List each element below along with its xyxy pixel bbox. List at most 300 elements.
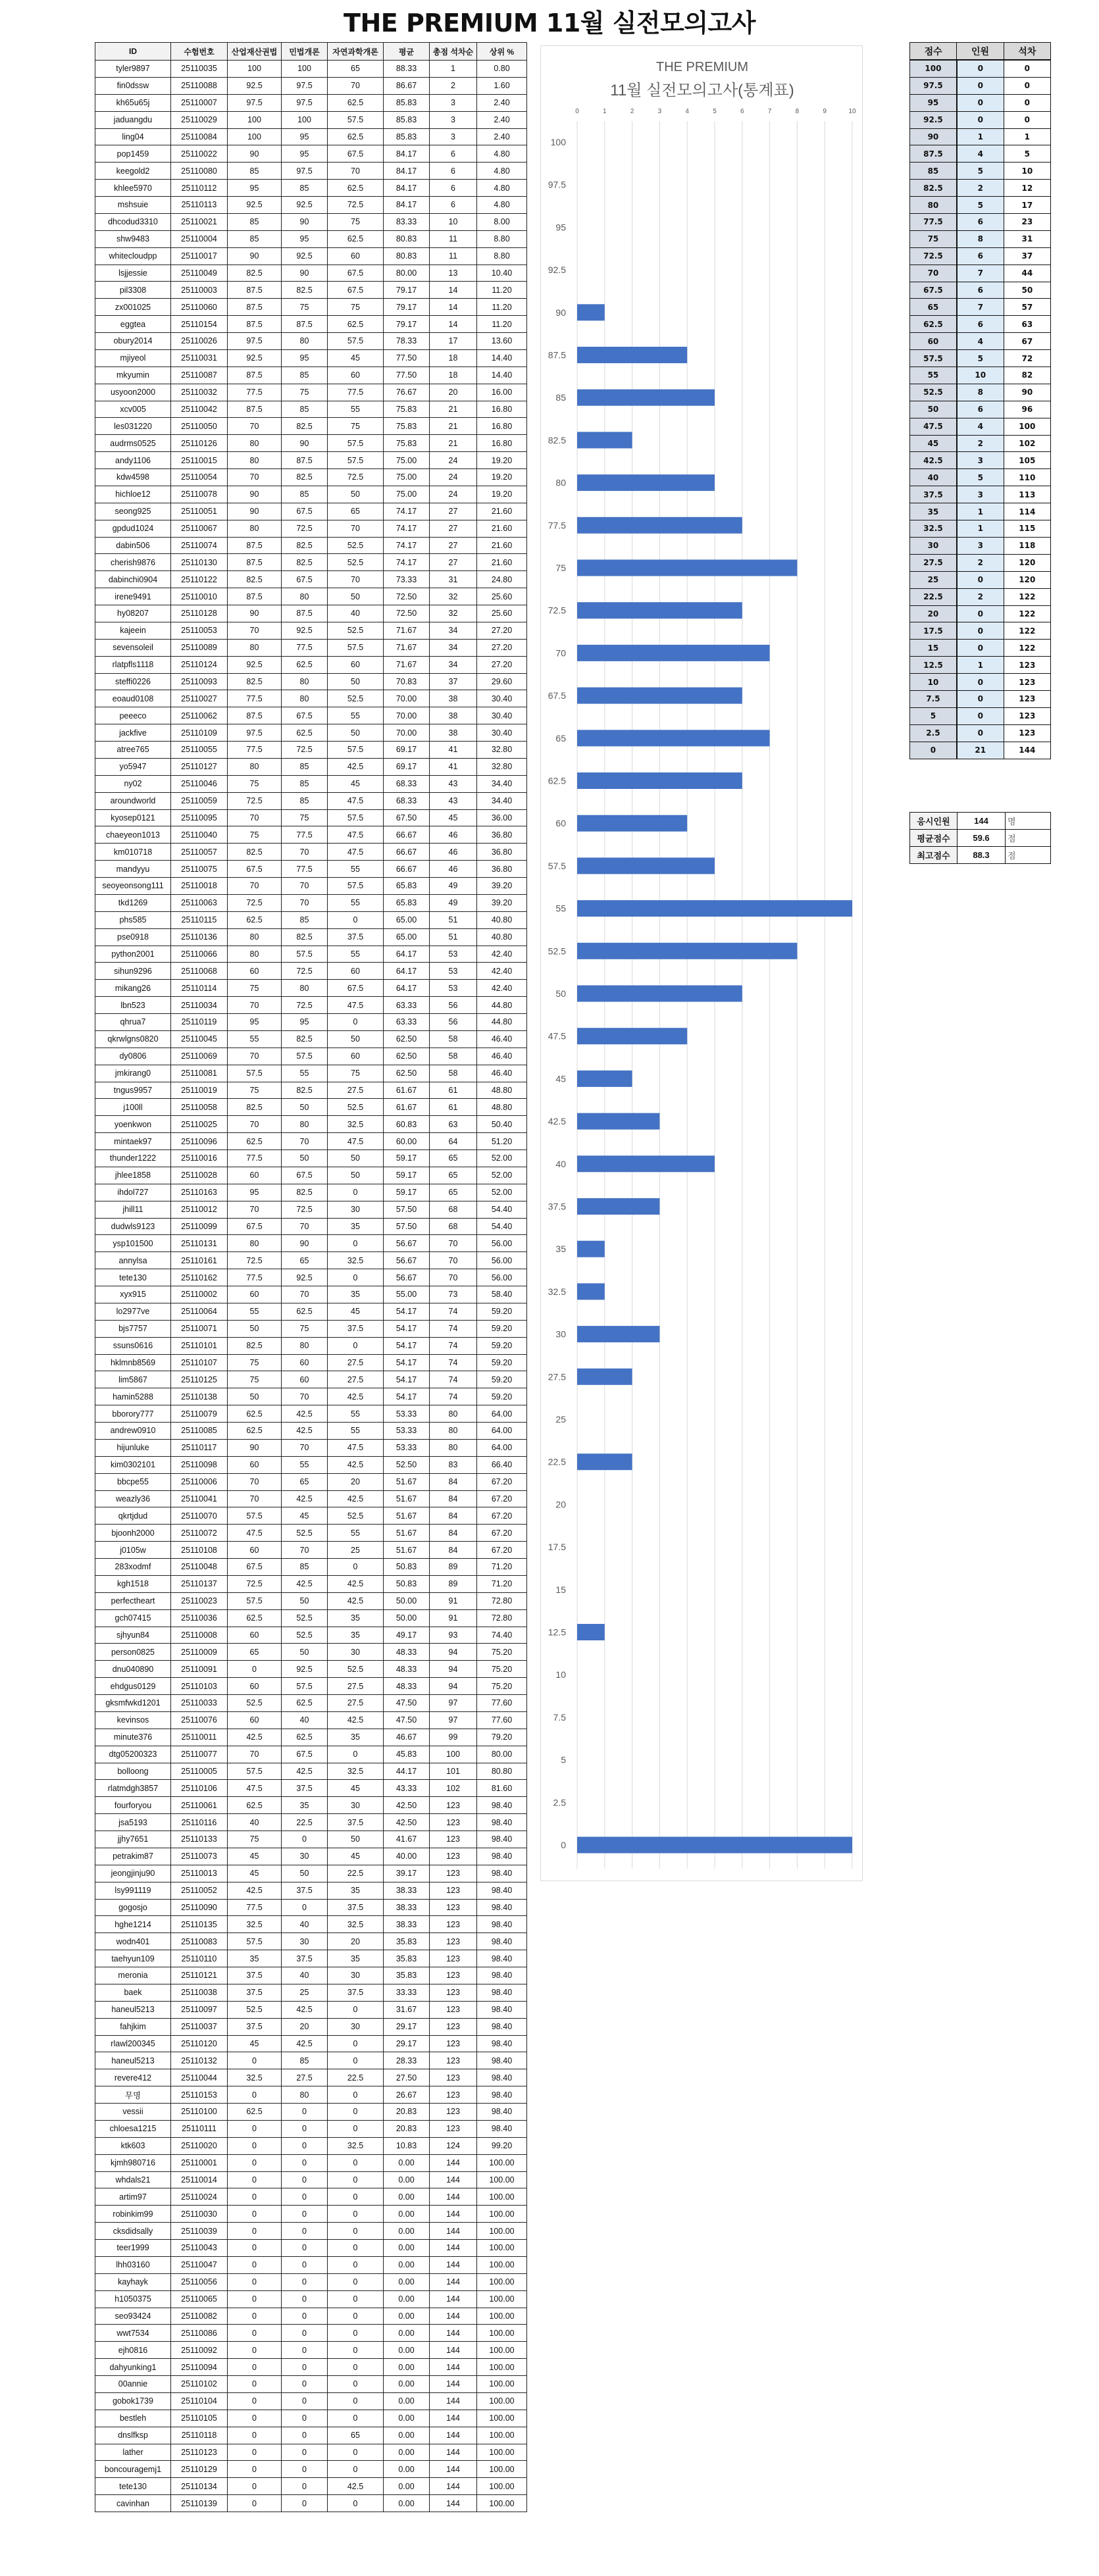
cell-natural-science: 27.5: [328, 1354, 384, 1371]
bar: [577, 1453, 632, 1470]
cell-exam-number: 25110027: [171, 690, 228, 707]
cell-natural-science: 70: [328, 571, 384, 588]
cell-average: 74.17: [384, 554, 430, 571]
table-row: [95, 2001, 527, 2018]
table-row: [95, 1763, 527, 1780]
cell-industrial-property-law: 0: [228, 2325, 282, 2342]
cell-average: 46.67: [384, 1729, 430, 1746]
cell-exam-number: 25110016: [171, 1150, 228, 1167]
cell-rank: 80: [430, 1423, 477, 1440]
cell-civil-law: 65: [282, 1252, 328, 1269]
cell-id: j0105w: [95, 1542, 171, 1559]
cell-exam-number: 25110097: [171, 2001, 228, 2018]
cell-top-percent: 98.40: [477, 1848, 527, 1865]
cell-average: 33.33: [384, 1984, 430, 2001]
cell-industrial-property-law: 0: [228, 2376, 282, 2393]
cell-id: meronia: [95, 1967, 171, 1984]
table-row: [95, 1184, 527, 1201]
cell-industrial-property-law: 37.5: [228, 1984, 282, 2001]
cell-count: 6: [957, 282, 1004, 299]
cell-industrial-property-law: 47.5: [228, 1780, 282, 1797]
cell-average: 0.00: [384, 2273, 430, 2290]
cell-score: 67.5: [910, 282, 957, 299]
cell-count: 5: [957, 163, 1004, 180]
y-category-label: 65: [555, 732, 566, 744]
cell-exam-number: 25110069: [171, 1048, 228, 1065]
cell-exam-number: 25110134: [171, 2478, 228, 2495]
cell-natural-science: 57.5: [328, 878, 384, 895]
cell-exam-number: 25110080: [171, 163, 228, 180]
cell-exam-number: 25110085: [171, 1423, 228, 1440]
cell-natural-science: 32.5: [328, 1252, 384, 1269]
cell-rank: 144: [430, 2376, 477, 2393]
cell-rank: 144: [430, 2171, 477, 2188]
cell-civil-law: 30: [282, 1848, 328, 1865]
table-row: [95, 1575, 527, 1592]
cell-natural-science: 32.5: [328, 1763, 384, 1780]
cell-exam-number: 25110045: [171, 1030, 228, 1048]
cell-score: 15: [910, 640, 957, 657]
cell-exam-number: 25110132: [171, 2052, 228, 2069]
cell-industrial-property-law: 77.5: [228, 690, 282, 707]
table-row: [95, 1201, 527, 1218]
cell-natural-science: 42.5: [328, 1388, 384, 1405]
table-row: [95, 1950, 527, 1967]
cell-top-percent: 0.80: [477, 61, 527, 78]
summary-value: 144: [958, 813, 1006, 830]
cell-civil-law: 85: [282, 758, 328, 775]
cell-exam-number: 25110048: [171, 1559, 228, 1576]
cell-rank: 50: [1004, 282, 1050, 299]
cell-score: 25: [910, 571, 957, 588]
cell-civil-law: 62.5: [282, 1303, 328, 1320]
table-row: [95, 1814, 527, 1831]
cell-id: minute376: [95, 1729, 171, 1746]
summary-unit: 명: [1006, 813, 1051, 830]
cell-natural-science: 37.5: [328, 1899, 384, 1916]
cell-natural-science: 45: [328, 349, 384, 366]
cell-average: 85.83: [384, 111, 430, 128]
cell-rank: 91: [430, 1592, 477, 1609]
cell-industrial-property-law: 0: [228, 2342, 282, 2359]
cell-exam-number: 25110036: [171, 1609, 228, 1627]
cell-id: cksdidsally: [95, 2223, 171, 2240]
header-top-percent: 상위 %: [477, 43, 527, 61]
cell-industrial-property-law: 0: [228, 2410, 282, 2427]
cell-natural-science: 77.5: [328, 384, 384, 401]
distribution-row: [910, 690, 1051, 707]
cell-top-percent: 4.80: [477, 145, 527, 163]
cell-industrial-property-law: 95: [228, 1014, 282, 1031]
cell-industrial-property-law: 80: [228, 1235, 282, 1252]
table-row: [95, 2308, 527, 2325]
cell-id: xcv005: [95, 401, 171, 418]
cell-civil-law: 42.5: [282, 2035, 328, 2052]
cell-natural-science: 60: [328, 366, 384, 384]
y-category-label: 75: [555, 563, 566, 573]
cell-industrial-property-law: 37.5: [228, 1967, 282, 1984]
table-row: [95, 94, 527, 111]
cell-top-percent: 67.20: [477, 1507, 527, 1525]
cell-rank: 144: [430, 2444, 477, 2461]
cell-average: 64.17: [384, 980, 430, 997]
header-count: 인원: [957, 43, 1004, 61]
cell-id: cavinhan: [95, 2495, 171, 2512]
cell-industrial-property-law: 97.5: [228, 333, 282, 350]
cell-industrial-property-law: 62.5: [228, 911, 282, 928]
cell-top-percent: 36.80: [477, 826, 527, 844]
cell-natural-science: 47.5: [328, 844, 384, 861]
cell-rank: 27: [430, 554, 477, 571]
cell-average: 48.33: [384, 1678, 430, 1695]
cell-id: andy1106: [95, 452, 171, 469]
summary-unit: 점: [1006, 847, 1051, 864]
cell-id: chaeyeon1013: [95, 826, 171, 844]
cell-exam-number: 25110076: [171, 1711, 228, 1729]
y-category-label: 67.5: [548, 690, 566, 701]
cell-industrial-property-law: 90: [228, 503, 282, 520]
distribution-row: [910, 333, 1051, 350]
cell-civil-law: 52.5: [282, 1627, 328, 1644]
cell-industrial-property-law: 85: [228, 163, 282, 180]
cell-top-percent: 98.40: [477, 2052, 527, 2069]
header-exam-number: 수험번호: [171, 43, 228, 61]
cell-id: xyx915: [95, 1286, 171, 1303]
cell-top-percent: 77.60: [477, 1695, 527, 1712]
cell-rank: 122: [1004, 588, 1050, 605]
cell-rank: 31: [430, 571, 477, 588]
cell-exam-number: 25110066: [171, 946, 228, 963]
cell-industrial-property-law: 55: [228, 1030, 282, 1048]
cell-count: 0: [957, 622, 1004, 640]
bar: [577, 474, 715, 491]
table-row: [95, 1473, 527, 1490]
cell-civil-law: 55: [282, 1065, 328, 1082]
cell-id: bbcpe55: [95, 1473, 171, 1490]
cell-civil-law: 70: [282, 1286, 328, 1303]
cell-civil-law: 40: [282, 1916, 328, 1933]
cell-id: bolloong: [95, 1763, 171, 1780]
distribution-row: [910, 214, 1051, 231]
cell-rank: 67: [1004, 333, 1050, 350]
cell-top-percent: 2.40: [477, 111, 527, 128]
cell-exam-number: 25110087: [171, 366, 228, 384]
cell-industrial-property-law: 45: [228, 1865, 282, 1882]
cell-industrial-property-law: 57.5: [228, 1933, 282, 1950]
cell-exam-number: 25110002: [171, 1286, 228, 1303]
cell-average: 0.00: [384, 2376, 430, 2393]
cell-average: 0.00: [384, 2392, 430, 2410]
cell-id: dtg05200323: [95, 1746, 171, 1763]
cell-id: bjoonh2000: [95, 1525, 171, 1542]
cell-industrial-property-law: 70: [228, 1048, 282, 1065]
cell-exam-number: 25110126: [171, 435, 228, 452]
cell-id: obury2014: [95, 333, 171, 350]
cell-natural-science: 47.5: [328, 997, 384, 1014]
table-row: [95, 554, 527, 571]
table-row: [95, 1337, 527, 1354]
cell-id: annylsa: [95, 1252, 171, 1269]
cell-average: 63.33: [384, 1014, 430, 1031]
cell-id: kyosep0121: [95, 809, 171, 826]
cell-average: 68.33: [384, 775, 430, 792]
table-row: [95, 197, 527, 214]
cell-civil-law: 27.5: [282, 2069, 328, 2086]
cell-exam-number: 25110163: [171, 1184, 228, 1201]
distribution-row: [910, 282, 1051, 299]
cell-score: 87.5: [910, 145, 957, 163]
cell-natural-science: 67.5: [328, 145, 384, 163]
cell-civil-law: 45: [282, 1507, 328, 1525]
cell-top-percent: 34.40: [477, 775, 527, 792]
cell-exam-number: 25110026: [171, 333, 228, 350]
cell-civil-law: 0: [282, 2188, 328, 2206]
cell-top-percent: 98.40: [477, 1899, 527, 1916]
cell-top-percent: 98.40: [477, 2035, 527, 2052]
cell-rank: 122: [1004, 622, 1050, 640]
cell-average: 59.17: [384, 1184, 430, 1201]
cell-id: teer1999: [95, 2240, 171, 2257]
cell-exam-number: 25110064: [171, 1303, 228, 1320]
table-row: [95, 1848, 527, 1865]
cell-rank: 84: [430, 1473, 477, 1490]
header-natural-science: 자연과학개론: [328, 43, 384, 61]
cell-average: 74.17: [384, 520, 430, 537]
cell-rank: 123: [430, 2001, 477, 2018]
cell-score: 30: [910, 537, 957, 554]
table-row: [95, 1831, 527, 1848]
cell-natural-science: 0: [328, 2154, 384, 2171]
cell-score: 50: [910, 401, 957, 418]
cell-civil-law: 82.5: [282, 469, 328, 486]
cell-civil-law: 0: [282, 2495, 328, 2512]
cell-rank: 123: [430, 1797, 477, 1814]
cell-civil-law: 42.5: [282, 1575, 328, 1592]
cell-top-percent: 98.40: [477, 2069, 527, 2086]
cell-average: 68.33: [384, 792, 430, 809]
table-row: [95, 265, 527, 282]
table-row: [95, 2104, 527, 2121]
cell-average: 57.50: [384, 1218, 430, 1235]
cell-score: 95: [910, 94, 957, 111]
cell-civil-law: 80: [282, 333, 328, 350]
cell-rank: 68: [430, 1218, 477, 1235]
bar: [577, 772, 742, 789]
cell-top-percent: 100.00: [477, 2154, 527, 2171]
cell-exam-number: 25110015: [171, 452, 228, 469]
cell-natural-science: 32.5: [328, 1916, 384, 1933]
cell-id: yo5947: [95, 758, 171, 775]
cell-rank: 123: [430, 2018, 477, 2035]
cell-id: fourforyou: [95, 1797, 171, 1814]
cell-rank: 144: [430, 2461, 477, 2478]
cell-count: 3: [957, 452, 1004, 469]
cell-rank: 74: [430, 1388, 477, 1405]
cell-industrial-property-law: 92.5: [228, 349, 282, 366]
table-row: [95, 1235, 527, 1252]
table-row: [95, 299, 527, 316]
cell-rank: 43: [430, 775, 477, 792]
x-tick-label: 2: [630, 108, 634, 115]
cell-rank: 90: [1004, 384, 1050, 401]
table-row: [95, 844, 527, 861]
cell-rank: 43: [430, 792, 477, 809]
cell-top-percent: 34.40: [477, 792, 527, 809]
cell-average: 29.17: [384, 2035, 430, 2052]
cell-rank: 51: [430, 928, 477, 946]
cell-average: 86.67: [384, 77, 430, 94]
distribution-row: [910, 418, 1051, 435]
cell-civil-law: 70: [282, 1218, 328, 1235]
cell-civil-law: 87.5: [282, 316, 328, 333]
table-row: [95, 2069, 527, 2086]
table-row: [95, 1133, 527, 1150]
cell-industrial-property-law: 0: [228, 1661, 282, 1678]
cell-id: baek: [95, 1984, 171, 2001]
table-row: [95, 128, 527, 145]
cell-exam-number: 25110079: [171, 1405, 228, 1423]
cell-id: tete130: [95, 2478, 171, 2495]
cell-rank: 96: [1004, 401, 1050, 418]
y-category-label: 0: [561, 1840, 566, 1850]
cell-id: gpdud1024: [95, 520, 171, 537]
cell-exam-number: 25110161: [171, 1252, 228, 1269]
cell-rank: 144: [430, 2478, 477, 2495]
cell-id: les031220: [95, 418, 171, 435]
cell-top-percent: 14.40: [477, 366, 527, 384]
cell-industrial-property-law: 60: [228, 1711, 282, 1729]
distribution-row: [910, 571, 1051, 588]
cell-id: sevensoleil: [95, 639, 171, 656]
table-row: [95, 2171, 527, 2188]
cell-civil-law: 0: [282, 2223, 328, 2240]
summary-label: 최고점수: [910, 847, 958, 864]
cell-industrial-property-law: 100: [228, 61, 282, 78]
y-category-label: 85: [555, 392, 566, 403]
table-row: [95, 366, 527, 384]
cell-top-percent: 98.40: [477, 1831, 527, 1848]
cell-civil-law: 75: [282, 384, 328, 401]
cell-top-percent: 59.20: [477, 1337, 527, 1354]
cell-civil-law: 85: [282, 486, 328, 503]
cell-civil-law: 62.5: [282, 1695, 328, 1712]
cell-rank: 123: [430, 1865, 477, 1882]
cell-top-percent: 39.20: [477, 894, 527, 911]
table-row: [95, 333, 527, 350]
cell-industrial-property-law: 60: [228, 1286, 282, 1303]
cell-civil-law: 62.5: [282, 656, 328, 673]
cell-industrial-property-law: 75: [228, 1354, 282, 1371]
cell-exam-number: 25110037: [171, 2018, 228, 2035]
cell-id: jhlee1858: [95, 1167, 171, 1184]
distribution-row: [910, 316, 1051, 333]
table-row: [95, 1014, 527, 1031]
cell-id: eoaud0108: [95, 690, 171, 707]
cell-natural-science: 55: [328, 861, 384, 878]
cell-industrial-property-law: 0: [228, 2461, 282, 2478]
cell-count: 1: [957, 503, 1004, 520]
cell-rank: 123: [430, 1933, 477, 1950]
bar: [577, 1241, 605, 1257]
cell-id: jaduangdu: [95, 111, 171, 128]
cell-average: 29.17: [384, 2018, 430, 2035]
cell-natural-science: 57.5: [328, 809, 384, 826]
cell-average: 0.00: [384, 2342, 430, 2359]
cell-score: 75: [910, 230, 957, 247]
cell-civil-law: 20: [282, 2018, 328, 2035]
cell-score: 27.5: [910, 554, 957, 571]
cell-civil-law: 77.5: [282, 826, 328, 844]
cell-industrial-property-law: 85: [228, 230, 282, 247]
cell-natural-science: 75: [328, 418, 384, 435]
cell-id: qhrua7: [95, 1014, 171, 1031]
cell-average: 0.00: [384, 2171, 430, 2188]
cell-exam-number: 25110017: [171, 247, 228, 265]
cell-top-percent: 98.40: [477, 1916, 527, 1933]
cell-top-percent: 67.20: [477, 1525, 527, 1542]
cell-natural-science: 45: [328, 775, 384, 792]
chart-subtitle: 11월 실전모의고사(통계표): [610, 82, 794, 99]
cell-rank: 123: [430, 1984, 477, 2001]
cell-rank: 102: [430, 1780, 477, 1797]
cell-average: 41.67: [384, 1831, 430, 1848]
y-category-label: 50: [555, 988, 566, 999]
cell-id: dabin506: [95, 537, 171, 554]
distribution-row: [910, 128, 1051, 145]
cell-exam-number: 25110029: [171, 111, 228, 128]
cell-natural-science: 62.5: [328, 128, 384, 145]
cell-average: 51.67: [384, 1507, 430, 1525]
cell-industrial-property-law: 77.5: [228, 1269, 282, 1286]
cell-average: 62.50: [384, 1065, 430, 1082]
cell-id: lim5867: [95, 1371, 171, 1388]
cell-id: fahjkim: [95, 2018, 171, 2035]
cell-industrial-property-law: 52.5: [228, 1695, 282, 1712]
cell-count: 0: [957, 605, 1004, 622]
distribution-row: [910, 384, 1051, 401]
cell-rank: 53: [430, 946, 477, 963]
cell-natural-science: 50: [328, 1831, 384, 1848]
cell-average: 51.67: [384, 1525, 430, 1542]
cell-top-percent: 80.00: [477, 1746, 527, 1763]
cell-exam-number: 25110050: [171, 418, 228, 435]
cell-rank: 82: [1004, 367, 1050, 384]
cell-industrial-property-law: 70: [228, 469, 282, 486]
cell-average: 88.33: [384, 61, 430, 78]
cell-score: 90: [910, 128, 957, 145]
cell-civil-law: 77.5: [282, 861, 328, 878]
cell-civil-law: 92.5: [282, 622, 328, 639]
cell-rank: 34: [430, 656, 477, 673]
cell-top-percent: 100.00: [477, 2376, 527, 2393]
cell-exam-number: 25110043: [171, 2240, 228, 2257]
cell-average: 65.83: [384, 878, 430, 895]
cell-average: 20.83: [384, 2104, 430, 2121]
cell-natural-science: 65: [328, 2427, 384, 2444]
cell-exam-number: 25110103: [171, 1678, 228, 1695]
bar: [577, 1369, 632, 1385]
cell-industrial-property-law: 70: [228, 997, 282, 1014]
cell-average: 35.83: [384, 1967, 430, 1984]
cell-rank: 105: [1004, 452, 1050, 469]
cell-civil-law: 0: [282, 2376, 328, 2393]
cell-industrial-property-law: 90: [228, 145, 282, 163]
cell-count: 0: [957, 94, 1004, 111]
cell-exam-number: 25110062: [171, 707, 228, 724]
cell-civil-law: 60: [282, 1371, 328, 1388]
cell-id: lsy991119: [95, 1882, 171, 1899]
cell-rank: 74: [430, 1303, 477, 1320]
